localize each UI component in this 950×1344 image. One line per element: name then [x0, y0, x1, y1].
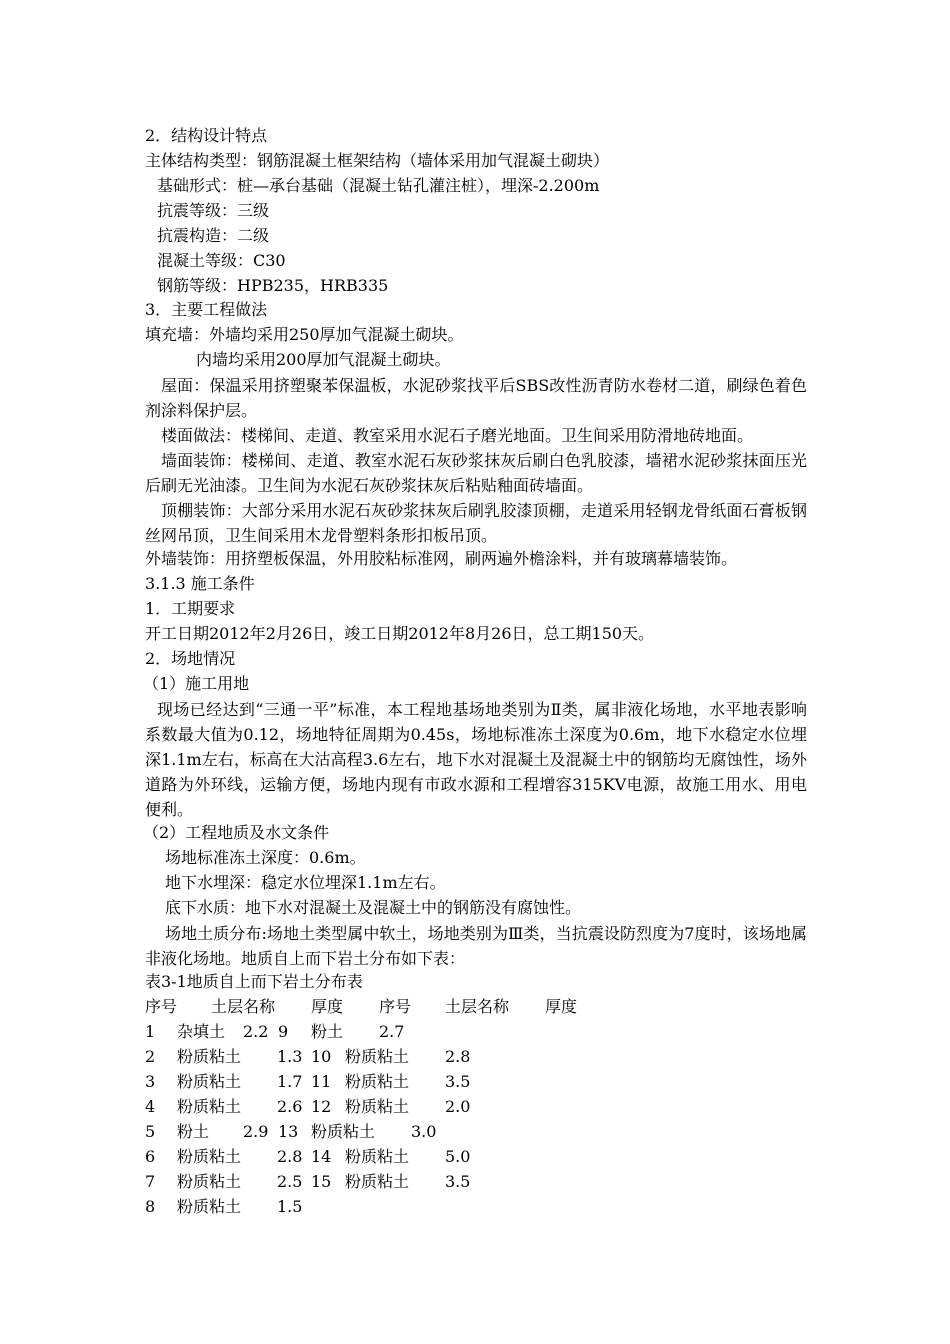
roof-paragraph: 屋面：保温采用挤塑聚苯保温板，水泥砂浆找平后SBS改性沥青防水卷材二道，刷绿色着色剂涂料保护层。 [145, 376, 807, 420]
table-header-cell: 序号 [145, 997, 178, 1016]
exterior-paragraph: 外墙装饰：用挤塑板保温，外用胶粘标准网，刷两遍外檐涂料，并有玻璃幕墙装饰。 [145, 549, 738, 568]
ceiling-paragraph: 顶棚装饰：大部分采用水泥石灰砂浆抹灰后刷乳胶漆顶棚，走道采用轻钢龙骨纸面石膏板钢丝网吊顶，卫生间采用木龙骨塑料条形扣板吊顶。 [145, 501, 807, 545]
table-cell: 1.5 [277, 1197, 303, 1216]
rebar-grade: 钢筋等级：HPB235，HRB335 [157, 276, 389, 295]
table-cell: 杂填土 [177, 1022, 226, 1041]
table-caption: 表3-1地质自上而下岩土分布表 [145, 972, 363, 991]
table-cell: 4 [145, 1097, 156, 1116]
table-header-cell: 序号 [379, 997, 412, 1016]
table-header-cell: 土层名称 [211, 997, 276, 1016]
seismic-grade: 抗震等级：三级 [157, 201, 270, 220]
table-cell: 粉质粘土 [311, 1122, 376, 1141]
table-cell: 2 [145, 1047, 156, 1066]
frost-depth: 场地标准冻土深度：0.6m。 [165, 848, 366, 867]
table-cell: 3 [145, 1072, 156, 1091]
foundation-form: 基础形式：桩—承台基础（混凝土钻孔灌注桩），埋深-2.200m [157, 176, 600, 195]
table-cell: 粉土 [311, 1022, 344, 1041]
site-use-paragraph: 现场已经达到“三通一平”标准，本工程地基场地类别为Ⅱ类，属非液化场地，水平地表影响系数最大值为0.12，场地特征周期为0.45s，场地标准冻土深度为0.6m，地下水稳定水位埋深1.1m左右，标高在大沽高程3.6左右，地下水对混凝土及混凝土中的钢筋均无腐蚀性，场外道路为外环线，运输方便，场地内现有市政水源和工程增容315KV电源，故施工用水、用电便利。 [145, 700, 807, 819]
section-heading: 2．结构设计特点 [145, 126, 268, 145]
table-cell: 5.0 [445, 1147, 471, 1166]
main-structure-type: 主体结构类型：钢筋混凝土框架结构（墙体采用加气混凝土砌块） [145, 151, 610, 170]
table-cell: 粉质粘土 [345, 1147, 410, 1166]
table-cell: 3.5 [445, 1172, 471, 1191]
table-cell: 2.7 [379, 1022, 405, 1041]
table-cell: 粉质粘土 [177, 1072, 242, 1091]
table-cell: 1 [145, 1022, 156, 1041]
table-cell: 2.5 [277, 1172, 303, 1191]
table-cell: 粉质粘土 [177, 1172, 242, 1191]
soil-distribution-paragraph: 场地土质分布:场地土类型属中软土，场地类别为Ⅲ类，当抗震设防烈度为7度时，该场地属非液化场地。地质自上而下岩土分布如下表： [145, 924, 807, 968]
site-use-heading: （1）施工用地 [143, 674, 250, 693]
table-cell: 11 [311, 1072, 332, 1091]
table-cell: 2.2 [243, 1022, 269, 1041]
wall-paragraph: 墙面装饰：楼梯间、走道、教室水泥石灰砂浆抹灰后刷白色乳胶漆，墙裙水泥砂浆抹面压光后刷无光油漆。卫生间为水泥石灰砂浆抹灰后粘贴釉面砖墙面。 [145, 451, 807, 495]
table-cell: 2.6 [277, 1097, 303, 1116]
table-header-cell: 土层名称 [445, 997, 510, 1016]
table-cell: 粉质粘土 [177, 1197, 242, 1216]
section-heading: 3．主要工程做法 [145, 300, 268, 319]
table-cell: 粉质粘土 [177, 1097, 242, 1116]
table-cell: 9 [278, 1022, 289, 1041]
seismic-construction: 抗震构造：二级 [157, 226, 270, 245]
floor-paragraph: 楼面做法：楼梯间、走道、教室采用水泥石子磨光地面。卫生间采用防滑地砖地面。 [161, 426, 754, 445]
table-cell: 1.3 [277, 1047, 303, 1066]
table-cell: 粉土 [177, 1122, 210, 1141]
table-cell: 12 [311, 1097, 332, 1116]
table-cell: 2.8 [445, 1047, 471, 1066]
table-cell: 8 [145, 1197, 156, 1216]
water-quality: 底下水质：地下水对混凝土及混凝土中的钢筋没有腐蚀性。 [165, 898, 582, 917]
table-header-cell: 厚度 [311, 997, 344, 1016]
table-cell: 3.0 [411, 1122, 437, 1141]
groundwater-depth: 地下水埋深：稳定水位埋深1.1m左右。 [165, 873, 446, 892]
subsection-heading: 2．场地情况 [145, 649, 236, 668]
geo-heading: （2）工程地质及水文条件 [143, 823, 330, 842]
table-cell: 1.7 [277, 1072, 303, 1091]
table-cell: 14 [311, 1147, 332, 1166]
table-cell: 粉质粘土 [345, 1172, 410, 1191]
table-cell: 2.8 [277, 1147, 303, 1166]
table-cell: 粉质粘土 [177, 1047, 242, 1066]
infill-wall-outer: 填充墙：外墙均采用250厚加气混凝土砌块。 [145, 325, 464, 344]
table-cell: 15 [311, 1172, 332, 1191]
subsection-heading: 1．工期要求 [145, 599, 236, 618]
table-header-cell: 厚度 [545, 997, 578, 1016]
table-cell: 3.5 [445, 1072, 471, 1091]
table-cell: 10 [311, 1047, 332, 1066]
infill-wall-inner: 内墙均采用200厚加气混凝土砌块。 [196, 350, 451, 369]
table-cell: 粉质粘土 [345, 1047, 410, 1066]
table-cell: 粉质粘土 [345, 1072, 410, 1091]
table-cell: 6 [145, 1147, 156, 1166]
section-heading: 3.1.3 施工条件 [145, 574, 255, 593]
table-cell: 13 [278, 1122, 299, 1141]
table-cell: 5 [145, 1122, 156, 1141]
table-cell: 粉质粘土 [345, 1097, 410, 1116]
schedule-text: 开工日期2012年2月26日，竣工日期2012年8月26日，总工期150天。 [145, 624, 655, 643]
concrete-grade: 混凝土等级：C30 [157, 251, 286, 270]
table-cell: 2.0 [445, 1097, 471, 1116]
table-cell: 7 [145, 1172, 156, 1191]
table-cell: 粉质粘土 [177, 1147, 242, 1166]
table-cell: 2.9 [243, 1122, 269, 1141]
